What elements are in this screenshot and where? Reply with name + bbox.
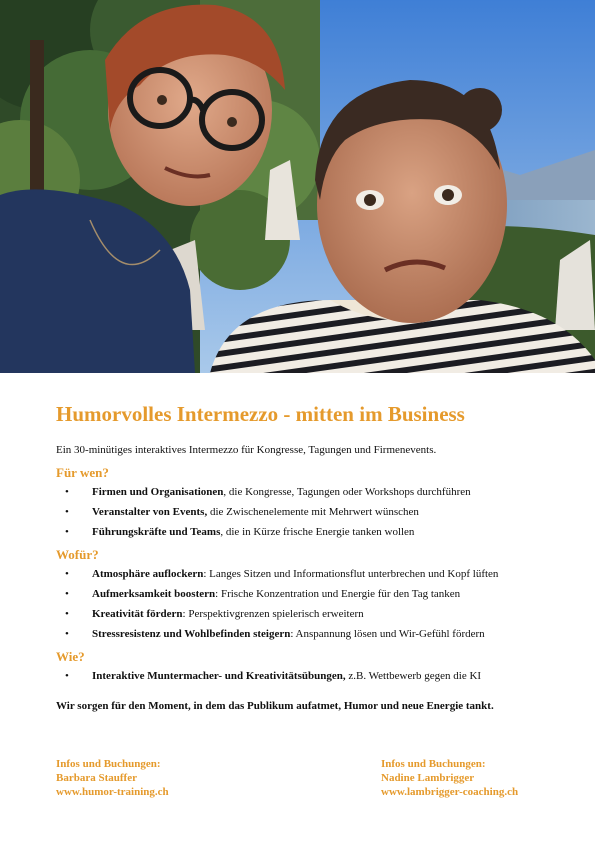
contact-block-stauffer [56,757,169,799]
bullet-icon: • [65,486,69,498]
contact-name: Nadine Lambrigger [381,772,475,784]
closing-statement: Wir sorgen für den Moment, in dem das Publikum aufatmet, Humor und neue Energie tankt. [56,700,494,712]
main-content [56,400,556,713]
contact-label: Infos und Buchungen: [56,758,161,770]
bullet-icon: • [65,628,69,640]
contact-label: Infos und Buchungen: [381,758,486,770]
list-item: • Interaktive Muntermacher- und Kreativitätsübungen, z.B. Wettbewerb gegen die KI [65,670,482,682]
list-item: • Firmen und Organisationen, die Kongresse, Tagungen oder Workshops durchführen [65,486,471,498]
contact-name: Barbara Stauffer [56,772,137,784]
bullet-icon: • [65,506,69,518]
section-heading-wie: Wie? [56,649,85,664]
section-heading-fuer-wen: Für wen? [56,465,109,480]
bullet-icon: • [65,568,69,580]
wofuer-list [56,567,556,641]
page-title: Humorvolles Intermezzo - mitten im Business [56,402,465,426]
header-photo [0,0,595,373]
list-item: • Veranstalter von Events, die Zwischenelemente mit Mehrwert wünschen [65,506,419,518]
intro-text: Ein 30-minütiges interaktives Intermezzo für Kongresse, Tagungen und Firmenevents. [56,444,437,456]
wie-list [56,669,556,683]
list-item: • Aufmerksamkeit boostern: Frische Konzentration und Energie für den Tag tanken [65,588,461,600]
list-item: • Führungskräfte und Teams, die in Kürze frische Energie tanken wollen [65,526,415,538]
list-item: • Kreativität fördern: Perspektivgrenzen spielerisch erweitern [65,608,364,620]
contact-website-link[interactable]: www.humor-training.ch [56,786,169,798]
bullet-icon: • [65,588,69,600]
contact-block-lambrigger [381,757,518,799]
bullet-icon: • [65,608,69,620]
fuer-wen-list [56,485,556,539]
list-item: • Atmosphäre auflockern: Langes Sitzen und Informationsflut unterbrechen und Kopf lüften [65,568,499,580]
bullet-icon: • [65,670,69,682]
section-heading-wofuer: Wofür? [56,547,99,562]
contact-website-link[interactable]: www.lambrigger-coaching.ch [381,786,519,798]
list-item: • Stressresistenz und Wohlbefinden steigern: Anspannung lösen und Wir-Gefühl fördern [65,628,485,640]
bullet-icon: • [65,526,69,538]
